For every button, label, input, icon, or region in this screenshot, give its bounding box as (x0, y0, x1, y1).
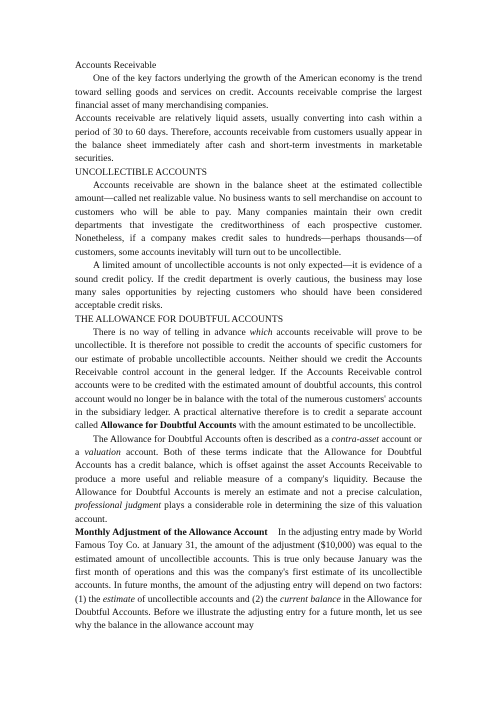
text-run: In the adjusting entry made by World Famous Toy Co. at January 31, the amount of the adjustment ($10,000) was equal to the estimated amount of uncollectible accounts. This is true only because January was the first month of operations and this was the company's first estimate of its uncollectible accounts. In future months, the amount of the adjusting entry will depend on two factors: (1) the (75, 527, 422, 605)
text-run: account. Both of these terms indicate that the Allowance for Doubtful Accounts has a credit balance, which is offset against the asset Accounts Receivable to produce a more useful and reliable measure of a company's liquidity. Because the Allowance for Doubtful Accounts is merely an estimate and not a precise calculation, (75, 446, 422, 498)
text-run: The Allowance for Doubtful Accounts often is described as a (93, 433, 332, 445)
allowance-paragraph-2 (75, 433, 422, 526)
page-title: Accounts Receivable (75, 60, 157, 71)
text-run: in the Allowance for Doubtful Accounts. Before we illustrate the adjusting entry for a future month, let us see why the balance in the allowance account may (75, 593, 423, 632)
intro-paragraph-1: One of the key factors underlying the growth of the American economy is the trend toward selling goods and services on credit. Accounts receivable comprise the largest financial asset of many merchandising companies. (75, 73, 422, 112)
term-allowance-for-doubtful-accounts: Allowance for Doubtful Accounts (100, 420, 237, 432)
uncollectible-paragraph-2: A limited amount of uncollectible accounts is not only expected—it is evidence of a sound credit policy. If the credit department is overly cautious, the business may lose many sales opportunities by rejecting customers who should have been considered acceptable credit risks. (75, 260, 422, 312)
subheading-monthly-adjustment: Monthly Adjustment of the Allowance Account (75, 527, 268, 539)
text-run: account or a (75, 433, 422, 458)
heading-gap (268, 527, 278, 538)
text-run: There is no way of telling in advance (93, 326, 250, 338)
section-heading-allowance: THE ALLOWANCE FOR DOUBTFUL ACCOUNTS (75, 313, 284, 325)
emphasis-contra-asset: contra-asset (331, 433, 379, 445)
emphasis-estimate: estimate (102, 593, 135, 605)
uncollectible-paragraph-1: Accounts receivable are shown in the balance sheet at the estimated collectible amount—called net realizable value. No business wants to sell merchandise on account to customers who will be able to pay. Many companies maintain their own credit departments that investigate the creditworthiness of each prospective customer. Nonetheless, if a company makes credit sales to hundreds—perhaps thousands—of customers, some accounts inevitably will turn out to be uncollectible. (75, 180, 422, 258)
section-heading-uncollectible: UNCOLLECTIBLE ACCOUNTS (75, 166, 207, 178)
document-page (75, 59, 422, 633)
allowance-paragraph-1 (75, 326, 422, 433)
emphasis-valuation: valuation (84, 446, 121, 458)
emphasis-current-balance: current balance (280, 593, 341, 605)
intro-paragraph-2: Accounts receivable are relatively liquid assets, usually converting into cash within a period of 30 to 60 days. Therefore, accounts receivable from customers usually appear in the balance sheet immediately after cash and short-term investments in marketable securities. (75, 113, 422, 165)
text-run: plays a considerable role in determining the size of this valuation account. (75, 500, 423, 525)
text-run: with the amount estimated to be uncollectible. (236, 420, 416, 432)
emphasis-professional-judgment: professional judgment (75, 500, 161, 512)
text-run: accounts receivable will prove to be uncollectible. It is therefore not possible to credit the accounts of specific customers for our estimate of probable uncollectible accounts. Neither should we credit the Accounts Receivable control account in the general ledger. If the Accounts Receivable control accounts were to be credited with the estimated amount of doubtful accounts, this control account would no longer be in balance with the total of the numerous customers' accounts in the subsidiary ledger. A practical alternative therefore is to credit a separate account called (75, 326, 422, 432)
text-run: of uncollectible accounts and (2) the (134, 593, 280, 605)
emphasis-which: which (249, 326, 273, 338)
monthly-adjustment-paragraph (75, 526, 422, 633)
